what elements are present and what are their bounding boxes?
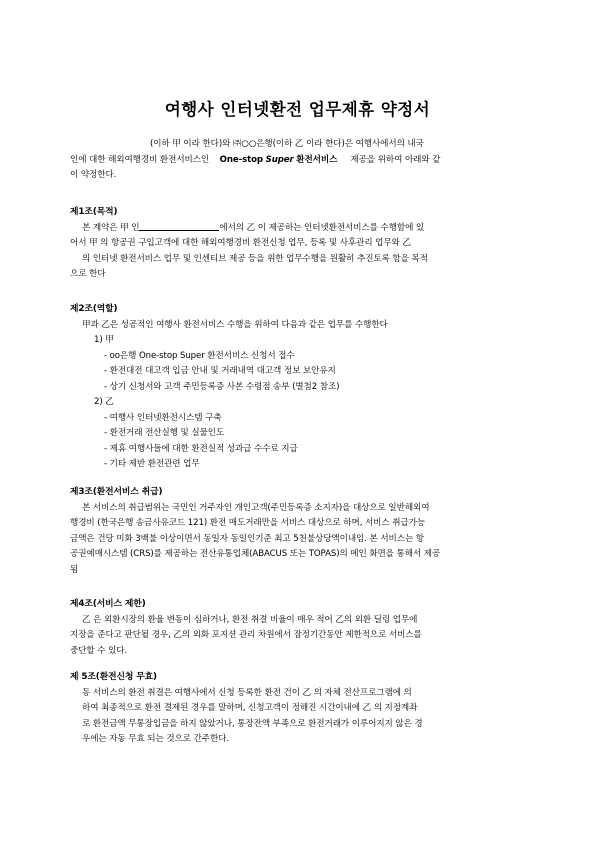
article-1-line-1b: 에서의 乙 이 제공하는 인터넷환전서비스를 수행함에 있 xyxy=(219,222,425,233)
list-item: - 제휴 여행사들에 대한 환전실적 성과급 수수료 지급 xyxy=(104,443,298,454)
intro-line-3: 이 약정한다. xyxy=(70,170,117,180)
article-3-heading: 제3조(환전서비스 취급) xyxy=(70,487,163,497)
article-2-sub-2: 2) 乙 xyxy=(94,397,114,407)
article-1-line-1 xyxy=(70,221,530,237)
article-5-line: 하여 최종적으로 환전 결제된 경우를 말하며, 신청고객이 정해진 시간이내에 乙 의 지정계좌 xyxy=(82,703,418,713)
intro-line-1: (이하 甲 이라 한다)와 ㈜○○은행(이하 乙 이라 한다)은 여행사에서의 내국 xyxy=(150,139,424,149)
list-item: - 환전대전 대고객 입금 안내 및 거래내역 대고객 정보 보안유지 xyxy=(104,366,336,376)
article-2-intro: 甲과 乙은 성공적인 여행사 환전서비스 수행을 위하여 다음과 같은 업무를 수행한다 xyxy=(82,319,388,330)
article-1-line-3: 의 인터넷 환전서비스 업무 및 인센티브 제공 등을 위한 업무수행을 원활히 추진토록 함을 목적 xyxy=(82,253,428,264)
article-4-heading: 제4조(서비스 제한) xyxy=(70,599,146,609)
article-5-heading: 제 5조(환전신청 무효) xyxy=(70,672,157,682)
list-item: - 여행사 인터넷환전시스템 구축 xyxy=(104,412,222,423)
article-1 xyxy=(70,205,530,283)
article-1-line-2: 어서 甲 의 항공권 구입고객에 대한 해외여행경비 환전신청 업무, 등록 및 사후관리 업무와 乙 xyxy=(70,238,411,248)
article-4 xyxy=(70,597,530,659)
article-4-line: 중단할 수 있다. xyxy=(70,645,128,656)
article-2-heading: 제2조(역할) xyxy=(70,304,118,314)
article-3-line: 행경비 (한국은행 송금사유코드 121) 환전 매도거래만을 서비스 대상으로 하며, 서비스 취급가능 xyxy=(70,518,426,528)
article-3-line: 됨 xyxy=(70,564,79,575)
article-1-heading: 제1조(목적) xyxy=(70,207,118,217)
article-2 xyxy=(70,302,530,473)
article-1-line-4: 으로 한다 xyxy=(70,269,106,279)
list-item: - oo은행 One-stop Super 환전서비스 신청서 접수 xyxy=(104,350,295,361)
document-title: 여행사 인터넷환전 업무제휴 약정서 xyxy=(164,100,431,119)
intro-line-2 xyxy=(70,153,530,169)
article-3-line: 본 서비스의 취급범위는 국민인 거주자인 개인고객(주민등록증 소지자)을 대상으로 일반해외여 xyxy=(82,502,430,513)
list-item: - 환전거래 전산실행 및 실물인도 xyxy=(104,428,225,438)
article-4-line: 지장을 준다고 판단될 경우, 乙의 외화 포지션 관리 차원에서 잠정기간동안 제한적으로 서비스를 xyxy=(70,630,422,640)
article-4-line: 乙 은 외환시장의 환율 변동이 심하거나, 환전 취결 비율이 매우 적어 乙의 외환 딜링 업무에 xyxy=(82,614,418,625)
intro-line-2-start: 인에 대한 해외여행경비 환전서비스인 xyxy=(70,154,210,165)
article-5-line: 우에는 자동 무효 되는 것으로 간주한다. xyxy=(82,734,230,744)
brand-super: Super xyxy=(265,154,294,165)
article-3-line: 금액은 건당 미화 3백불 이상이면서 동일자 동일인기준 최고 5천불상당액이내임. 본 서비스는 항 xyxy=(70,533,424,544)
list-item: - 기타 제반 환전관련 업무 xyxy=(104,459,200,469)
blank-underline xyxy=(139,221,219,231)
article-1-line-1a: 본 계약은 甲 인 xyxy=(82,222,140,233)
brand-one-stop: One-stop xyxy=(219,154,263,165)
article-5-line: 로 환전금액 무통장입금을 하지 않았거나, 통장잔액 부족으로 환전거래가 이루어지지 않은 경 xyxy=(82,718,423,729)
list-item: - 상기 신청서와 고객 주민등록증 사본 수령점 송부 (별첨2 참조) xyxy=(104,381,340,392)
brand-service: 환전서비스 xyxy=(296,154,338,165)
intro-line-2-end: 제공을 위하여 아래와 같 xyxy=(350,154,441,165)
article-2-sub-1: 1) 甲 xyxy=(94,335,114,345)
intro-paragraph xyxy=(70,137,530,184)
article-5-line: 동 서비스의 환전 취결은 여행사에서 신청 등록한 환전 건이 乙 의 자체 전산프로그램에 의 xyxy=(82,687,412,698)
article-3-line: 공권예매시스템 (CRS)를 제공하는 전산유통업체(ABACUS 또는 TOPAS)의 메인 화면을 통해서 제공 xyxy=(70,549,441,559)
article-5 xyxy=(70,670,530,748)
article-3 xyxy=(70,485,530,578)
